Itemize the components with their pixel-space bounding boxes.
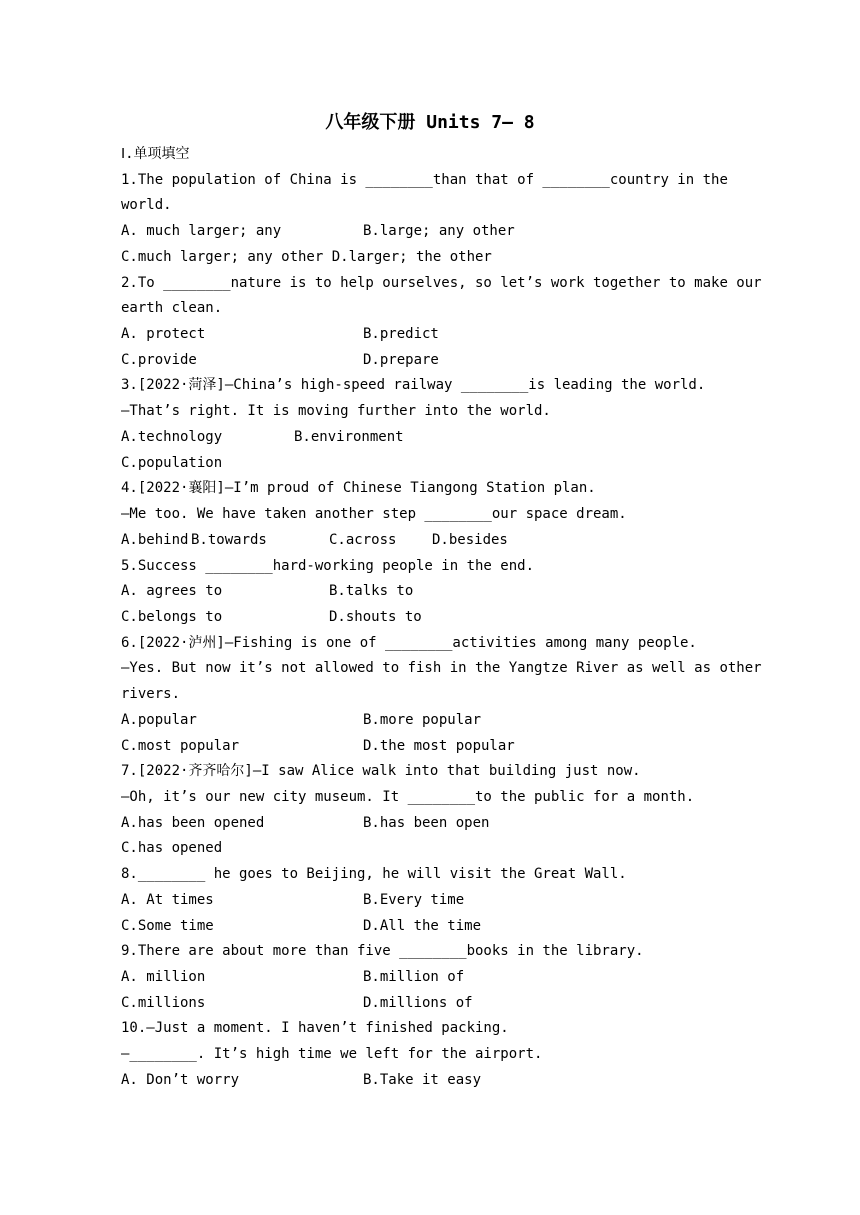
answer-option: B.towards bbox=[191, 531, 267, 548]
line-text: C.much larger; any other D.larger; the other bbox=[121, 248, 492, 265]
line-text: 4.[2022·襄阳]—I’m proud of Chinese Tiangong Station plan. bbox=[121, 480, 596, 497]
question-line bbox=[121, 193, 746, 219]
answer-option: B.large; any other bbox=[363, 223, 515, 240]
line-text: earth clean. bbox=[121, 300, 223, 317]
answer-option: B.talks to bbox=[329, 583, 414, 600]
line-text: 3.[2022·菏泽]—China’s high-speed railway ________is leading the world. bbox=[121, 377, 706, 394]
answer-option: B.environment bbox=[294, 428, 404, 445]
answer-option: A.behind bbox=[121, 531, 189, 548]
answer-option: C.provide bbox=[121, 351, 197, 368]
answer-option: A.has been opened bbox=[121, 814, 265, 831]
option-line bbox=[121, 528, 746, 554]
answer-option: D.shouts to bbox=[329, 608, 422, 625]
option-line bbox=[121, 322, 746, 348]
question-line bbox=[121, 759, 746, 785]
line-text: C.has opened bbox=[121, 840, 223, 857]
line-text: rivers. bbox=[121, 686, 181, 703]
option-line bbox=[121, 605, 746, 631]
answer-option: C.millions bbox=[121, 994, 206, 1011]
line-text: —That’s right. It is moving further into the world. bbox=[121, 403, 551, 420]
question-line bbox=[121, 1016, 746, 1042]
line-text: C.population bbox=[121, 454, 223, 471]
answer-option: D.millions of bbox=[363, 994, 473, 1011]
line-text: 10.—Just a moment. I haven’t finished packing. bbox=[121, 1020, 509, 1037]
line-text: 7.[2022·齐齐哈尔]—I saw Alice walk into that building just now. bbox=[121, 763, 641, 780]
answer-option: A.technology bbox=[121, 428, 223, 445]
answer-option: B.Take it easy bbox=[363, 1071, 482, 1088]
answer-option: A. Don’t worry bbox=[121, 1071, 240, 1088]
answer-option: D.prepare bbox=[363, 351, 439, 368]
option-line bbox=[121, 811, 746, 837]
answer-option: D.All the time bbox=[363, 917, 482, 934]
option-line bbox=[121, 348, 746, 374]
question-line bbox=[121, 296, 746, 322]
option-line bbox=[121, 425, 746, 451]
option-line bbox=[121, 888, 746, 914]
question-line bbox=[121, 399, 746, 425]
question-line bbox=[121, 939, 746, 965]
line-text: 2.To ________nature is to help ourselves, so let’s work together to make our bbox=[121, 274, 762, 291]
option-line bbox=[121, 219, 746, 245]
answer-option: C.belongs to bbox=[121, 608, 223, 625]
answer-option: B.more popular bbox=[363, 711, 482, 728]
answer-option: A.popular bbox=[121, 711, 197, 728]
question-line bbox=[121, 1042, 746, 1068]
line-text: —Oh, it’s our new city museum. It ________to the public for a month. bbox=[121, 788, 695, 805]
question-line bbox=[121, 631, 746, 657]
option-line bbox=[121, 914, 746, 940]
line-text: —Me too. We have taken another step ________our space dream. bbox=[121, 506, 627, 523]
document-title: 八年级下册 Units 7— 8 bbox=[325, 112, 535, 133]
line-text: world. bbox=[121, 197, 172, 214]
answer-option: A. agrees to bbox=[121, 583, 223, 600]
question-line bbox=[121, 373, 746, 399]
question-line bbox=[121, 168, 746, 194]
answer-option: C.most popular bbox=[121, 737, 240, 754]
answer-option: A. million bbox=[121, 969, 206, 985]
option-line bbox=[121, 451, 746, 477]
answer-option: A. At times bbox=[121, 891, 214, 908]
question-lines bbox=[121, 142, 762, 1094]
question-line bbox=[121, 271, 762, 297]
answer-option: B.has been open bbox=[363, 814, 490, 831]
answer-option: C.Some time bbox=[121, 917, 214, 934]
answer-option: B.million of bbox=[363, 969, 465, 985]
question-line bbox=[121, 476, 746, 502]
option-line bbox=[121, 245, 746, 271]
line-text: 8.________ he goes to Beijing, he will visit the Great Wall. bbox=[121, 866, 627, 883]
question-line bbox=[121, 554, 746, 580]
answer-option: C.across bbox=[329, 531, 397, 548]
question-line bbox=[121, 682, 746, 708]
option-line bbox=[121, 965, 746, 991]
option-line bbox=[121, 734, 746, 760]
line-text: 6.[2022·泸州]—Fishing is one of ________activities among many people. bbox=[121, 634, 697, 651]
option-line bbox=[121, 991, 746, 1017]
option-line bbox=[121, 708, 746, 734]
answer-option: D.besides bbox=[432, 531, 508, 548]
question-line bbox=[121, 502, 746, 528]
line-text: 5.Success ________hard-working people in the end. bbox=[121, 557, 535, 574]
question-line bbox=[121, 862, 746, 888]
line-text: 9.There are about more than five ________books in the library. bbox=[121, 943, 644, 960]
option-line bbox=[121, 1068, 746, 1094]
question-line bbox=[121, 656, 762, 682]
answer-option: D.the most popular bbox=[363, 737, 515, 754]
line-text: —________. It’s high time we left for the airport. bbox=[121, 1046, 543, 1063]
option-line bbox=[121, 579, 746, 605]
option-line bbox=[121, 836, 746, 862]
answer-option: B.Every time bbox=[363, 891, 465, 908]
answer-option: A. much larger; any bbox=[121, 223, 282, 240]
answer-option: A. protect bbox=[121, 326, 206, 343]
line-text: 1.The population of China is ________than that of ________country in the bbox=[121, 171, 728, 188]
answer-option: B.predict bbox=[363, 326, 439, 343]
line-text: —Yes. But now it’s not allowed to fish in the Yangtze River as well as other bbox=[121, 660, 762, 677]
section-heading: Ⅰ.单项填空 bbox=[121, 146, 190, 162]
question-line bbox=[121, 785, 746, 811]
